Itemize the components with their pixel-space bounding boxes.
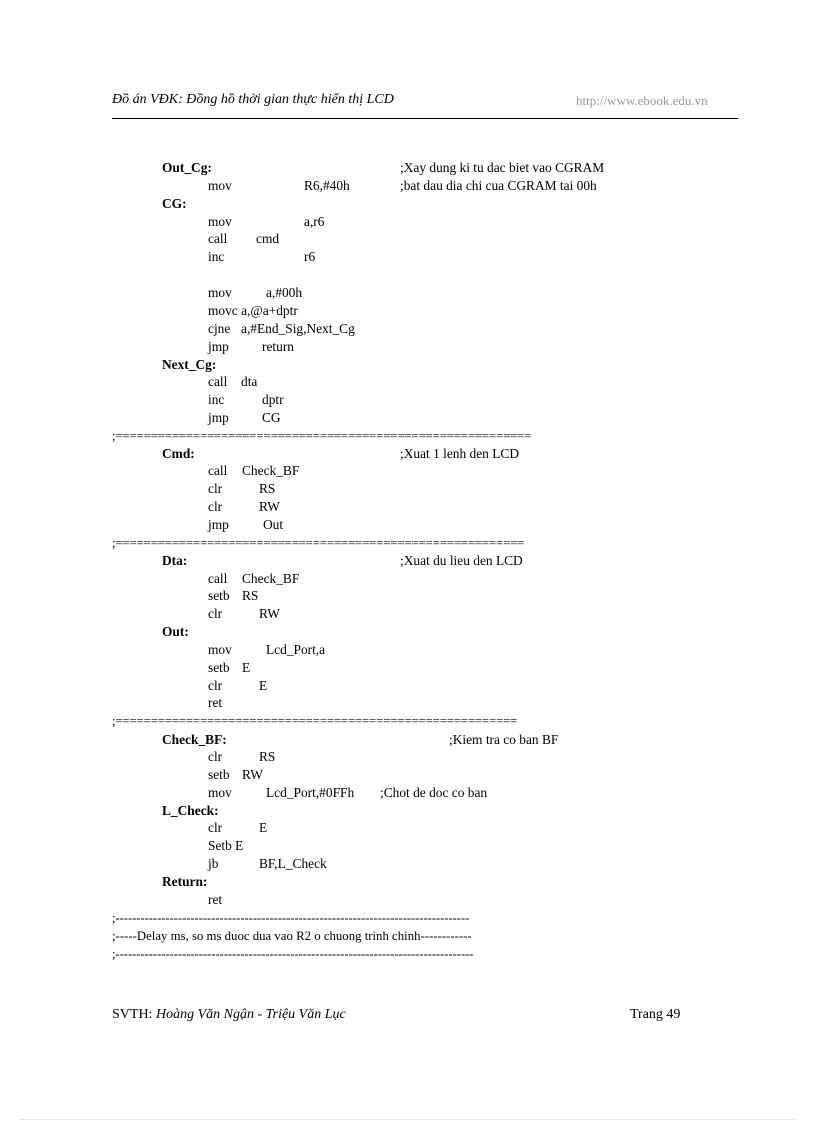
instr-arg: dptr <box>262 392 284 407</box>
separator-line: ;========================================================== <box>112 536 525 550</box>
instr-arg: a,#00h <box>266 285 303 300</box>
instr-op: call <box>208 374 228 389</box>
instr-arg: Lcd_Port,#0FFh <box>266 785 355 800</box>
label-next-cg: Next_Cg: <box>162 357 217 372</box>
instr-op: mov <box>208 285 232 300</box>
instr-line: movc a,@a+dptr <box>208 303 298 318</box>
footer-page-number: Trang 49 <box>630 1007 681 1022</box>
instr-arg: E <box>259 678 268 693</box>
label-check-bf: Check_BF: <box>162 732 227 747</box>
instr-op: mov <box>208 642 232 657</box>
instr-op: clr <box>208 820 223 835</box>
label-cmd: Cmd: <box>162 446 195 461</box>
instr-arg: RW <box>242 767 263 782</box>
delay-comment: ;-----Delay ms, so ms duoc dua vao R2 o chuong trinh chinh------------ <box>112 929 472 943</box>
instr-op: clr <box>208 678 223 693</box>
comment-dta: ;Xuat du lieu den LCD <box>400 553 523 568</box>
comment-out-cg: ;Xay dung ki tu dac biet vao CGRAM <box>400 160 605 175</box>
separator-line: ;========================================================= <box>112 714 518 728</box>
instr-arg: Lcd_Port,a <box>266 642 326 657</box>
instr-line: Setb E <box>208 838 244 853</box>
instr-op: inc <box>208 249 225 264</box>
instr-arg: RS <box>242 588 259 603</box>
instr-arg: Out <box>263 517 284 532</box>
instr-arg: RS <box>259 749 276 764</box>
bottom-dotted-border <box>20 1119 796 1120</box>
footer-prefix: SVTH: <box>112 1007 156 1022</box>
dash-separator: ;------------------------------------------------------------------------------------- <box>112 911 470 925</box>
label-return: Return: <box>162 874 208 889</box>
instr-op: jmp <box>208 410 229 425</box>
label-cg: CG: <box>162 196 187 211</box>
instr-arg: Check_BF <box>242 571 300 586</box>
separator-line: ;=========================================================== <box>112 429 532 443</box>
instr-op: cjne <box>208 321 231 336</box>
footer-author-names: Hoàng Văn Ngận - Triệu Văn Lục <box>155 1007 346 1022</box>
instr-op: mov <box>208 178 232 193</box>
instr-op: jb <box>208 856 219 871</box>
instr-op: ret <box>208 695 223 710</box>
label-out-cg: Out_Cg: <box>162 160 212 175</box>
instr-op: jmp <box>208 339 229 354</box>
comment-cmd: ;Xuat 1 lenh den LCD <box>400 446 520 461</box>
instr-arg: E <box>259 820 268 835</box>
instr-arg: a,r6 <box>304 214 325 229</box>
instr-arg: Check_BF <box>242 463 300 478</box>
instr-arg: a,#End_Sig,Next_Cg <box>241 321 355 336</box>
instr-op: clr <box>208 749 223 764</box>
instr-arg: E <box>242 660 251 675</box>
dash-separator: ;-------------------------------------------------------------------------------------- <box>112 947 474 961</box>
footer-authors <box>112 1007 346 1023</box>
instr-comment: ;bat dau dia chi cua CGRAM tai 00h <box>400 178 597 193</box>
instr-op: call <box>208 463 228 478</box>
instr-op: clr <box>208 499 223 514</box>
instr-arg: RW <box>259 499 280 514</box>
instr-comment: ;Chot de doc co ban <box>380 785 488 800</box>
instr-op: call <box>208 231 228 246</box>
header-title: Đồ án VĐK: Đồng hồ thời gian thực hiển thị LCD <box>112 92 394 107</box>
instr-op: setb <box>208 660 230 675</box>
header-url[interactable]: http://www.ebook.edu.vn <box>576 93 708 108</box>
instr-op: clr <box>208 606 223 621</box>
instr-op: ret <box>208 892 223 907</box>
instr-op: inc <box>208 392 225 407</box>
label-l-check: L_Check: <box>162 803 219 818</box>
instr-arg: BF,L_Check <box>259 856 327 871</box>
instr-arg: return <box>262 339 294 354</box>
instr-op: call <box>208 571 228 586</box>
label-out: Out: <box>162 624 189 639</box>
instr-op: mov <box>208 214 232 229</box>
instr-arg: RW <box>259 606 280 621</box>
instr-arg: CG <box>262 410 281 425</box>
instr-op: jmp <box>208 517 229 532</box>
instr-op: setb <box>208 588 230 603</box>
label-dta: Dta: <box>162 553 188 568</box>
instr-arg: r6 <box>304 249 316 264</box>
instr-arg: dta <box>241 374 258 389</box>
instr-arg: cmd <box>256 231 280 246</box>
instr-op: setb <box>208 767 230 782</box>
instr-op: mov <box>208 785 232 800</box>
comment-check-bf: ;Kiem tra co ban BF <box>449 732 559 747</box>
instr-op: clr <box>208 481 223 496</box>
instr-arg: R6,#40h <box>304 178 350 193</box>
instr-arg: RS <box>259 481 276 496</box>
